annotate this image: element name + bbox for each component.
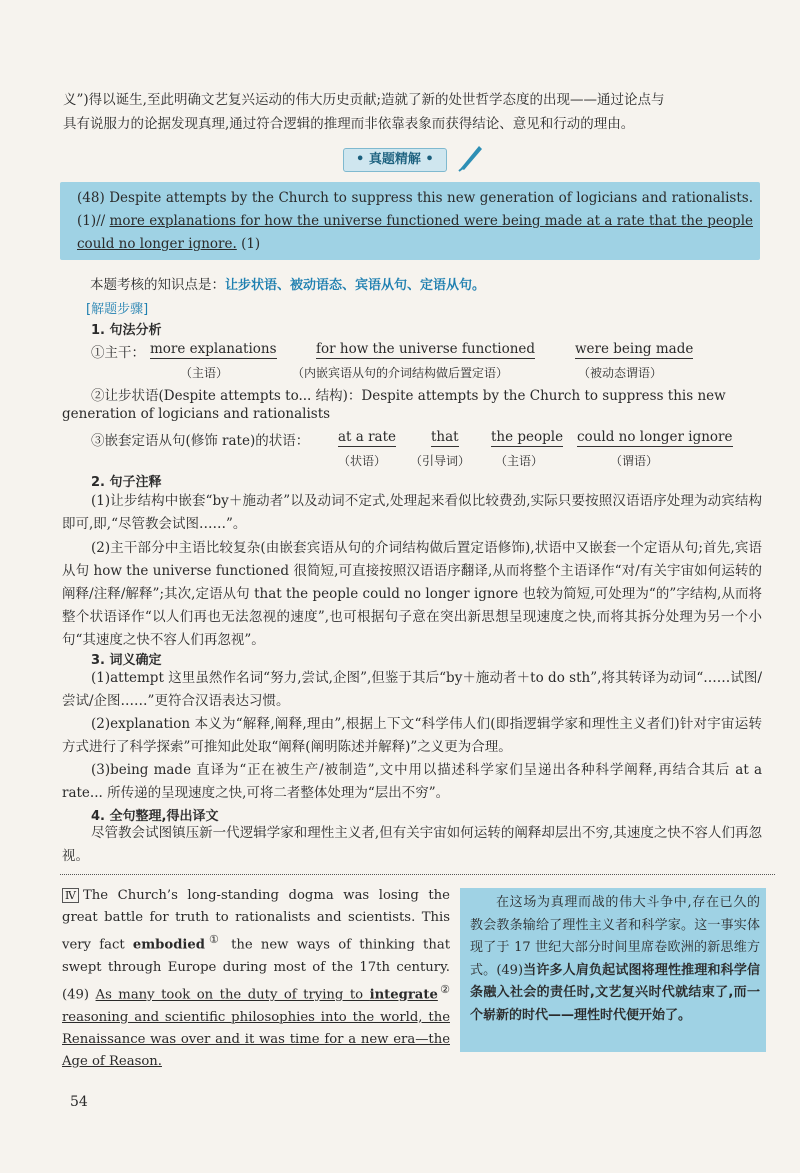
footnote-mark: ②	[437, 983, 450, 997]
step3-paragraph: (3)being made 直译为“正在被生产/被制造”,文中用以描述科学家们呈递出各种科学阐释,再结合其后 at a rate... 所传递的呈现速度之快,可将二者整体处理为“层出不穷”。	[62, 762, 762, 801]
label-postmodifier: （内嵌宾语从句的介词结构做后置定语）	[292, 366, 509, 380]
page-number: 54	[70, 1094, 88, 1110]
intro-line: 义”)得以诞生,至此明确文艺复兴运动的伟大历史贡献;造就了新的处世哲学态度的出现——通过论点与	[63, 92, 665, 108]
intro-line: 具有说服力的论据发现真理,通过符合逻辑的推理而非依靠表象而获得结论、意见和行动的理由。	[63, 116, 635, 132]
step2-title: 2. 句子注释	[91, 475, 162, 490]
main-clause-predicate: were being made	[575, 341, 694, 357]
vocab-word: embodied	[132, 937, 206, 953]
concession-line: ②让步状语(Despite attempts to... 结构)：Despite attempts by the Church to suppress this new	[91, 388, 726, 404]
question-part: (1)	[236, 236, 261, 252]
passage-text: The Church’s long-standing dogma was losing the great battle for truth to rationalists and scientists. This very fact	[62, 888, 450, 953]
step3-paragraph: (2)explanation 本义为“解释,阐释,理由”,根据上下文“科学伟人们(即指逻辑学家和理性主义者们)针对宇宙运转方式进行了科学探索”可推知此处取“阐释(阐明陈述并解释)”之义更为合理。	[62, 716, 762, 755]
question-part: (48) Despite attempts by the Church to suppress this new generation of logicians and rationalists. (1)//	[77, 190, 753, 229]
passage-iv	[62, 885, 450, 1073]
concession-line: generation of logicians and rationalists	[62, 406, 331, 422]
steps-tag: [解题步骤]	[86, 302, 149, 317]
passage-underlined: As many took on the duty of trying to	[95, 987, 370, 1003]
passage-underlined: reasoning and scientific philosophies into the world, the Renaissance was over and it was time for a new era—the Age of Reason.	[62, 1009, 450, 1070]
label-attr-predicate: （谓语）	[610, 454, 659, 468]
divider	[60, 874, 775, 875]
kp-prefix: 本题考核的知识点是：	[90, 277, 225, 293]
translation-text	[470, 892, 760, 1027]
attr-adverbial: at a rate	[338, 429, 397, 445]
question-text	[77, 187, 753, 256]
step4-title: 4. 全句整理,得出译文	[91, 809, 219, 824]
step1-title: 1. 句法分析	[91, 323, 162, 338]
step4-paragraph: 尽管教会试图镇压新一代逻辑学家和理性主义者,但有关宇宙如何运转的阐释却层出不穷,其速度之快不容人们再忽视。	[62, 825, 762, 864]
pen-icon	[455, 142, 485, 172]
attr-subject: the people	[491, 429, 564, 445]
kp-highlight: 让步状语、被动语态、宾语从句、定语从句。	[225, 278, 486, 293]
label-adverbial: （状语）	[338, 454, 387, 468]
section-header: • 真题精解 •	[343, 148, 447, 172]
knowledge-points	[90, 273, 485, 293]
label-predicate: （被动态谓语）	[578, 366, 663, 380]
main-clause-prefix: ①主干：	[91, 345, 145, 361]
vocab-word: integrate	[369, 987, 438, 1003]
attr-prefix: ③嵌套定语从句(修饰 rate)的状语：	[91, 433, 310, 449]
step2-paragraph: (1)让步结构中嵌套“by＋施动者”以及动词不定式,处理起来看似比较费劲,实际只要按照汉语语序处理为动宾结构即可,即,“尽管教会试图……”。	[62, 493, 762, 532]
step2-paragraph: (2)主干部分中主语比较复杂(由嵌套宾语从句的介词结构做后置定语修饰),状语中又嵌套一个定语从句;首先,宾语从句 how the universe functioned 很简短,可直接按照汉语语序翻译,从而将整个主语译作“对/有关宇宙如何运转的阐释/注释/解释”;其次,定语从句 that the people could no longer ignore 也较为简短,可处理为“的”字结构,从而将整个状语译作“以人们再也无法忽视的速度”,也可根据句子意在突出新思想呈现速度之快,而将其拆分处理为另一个小句“其速度之快不容人们再忽视”。	[62, 540, 762, 648]
footnote-mark: ①	[205, 933, 223, 947]
step3-paragraph: (1)attempt 这里虽然作名词“努力,尝试,企图”,但鉴于其后“by＋施动者＋to do sth”,将其转译为动词“……试图/尝试/企图……”更符合汉语表达习惯。	[62, 670, 762, 709]
question-underlined: more explanations for how the universe functioned were being made at a rate that the people could no longer ignore.	[77, 213, 754, 252]
intro-paragraph	[63, 88, 763, 136]
translation-plain: 在这场为真理而战的伟大斗争中,存在已久的教会教条输给了理性主义者和科学家。这一事实体现了于 17 世纪大部分时间里席卷欧洲的新思维方式。(49)	[470, 895, 760, 978]
label-attr-subject: （主语）	[495, 454, 544, 468]
step3-title: 3. 词义确定	[91, 653, 162, 668]
translation-bold: 当许多人肩负起试图将理性推理和科学信条融入社会的责任时,文艺复兴时代就结束了,而一个崭新的时代——理性时代便开始了。	[470, 962, 760, 1023]
passage-text: the new ways of thinking that swept through Europe during most of the 17th century. (49)	[62, 937, 450, 1003]
label-relative: （引导词）	[410, 454, 471, 468]
main-clause-subject: more explanations	[150, 341, 277, 357]
label-subject: （主语）	[180, 366, 229, 380]
roman-numeral: Ⅳ	[62, 888, 79, 903]
attr-predicate: could no longer ignore	[577, 429, 733, 445]
main-clause-postmodifier: for how the universe functioned	[316, 341, 536, 357]
attr-relative: that	[431, 429, 459, 445]
